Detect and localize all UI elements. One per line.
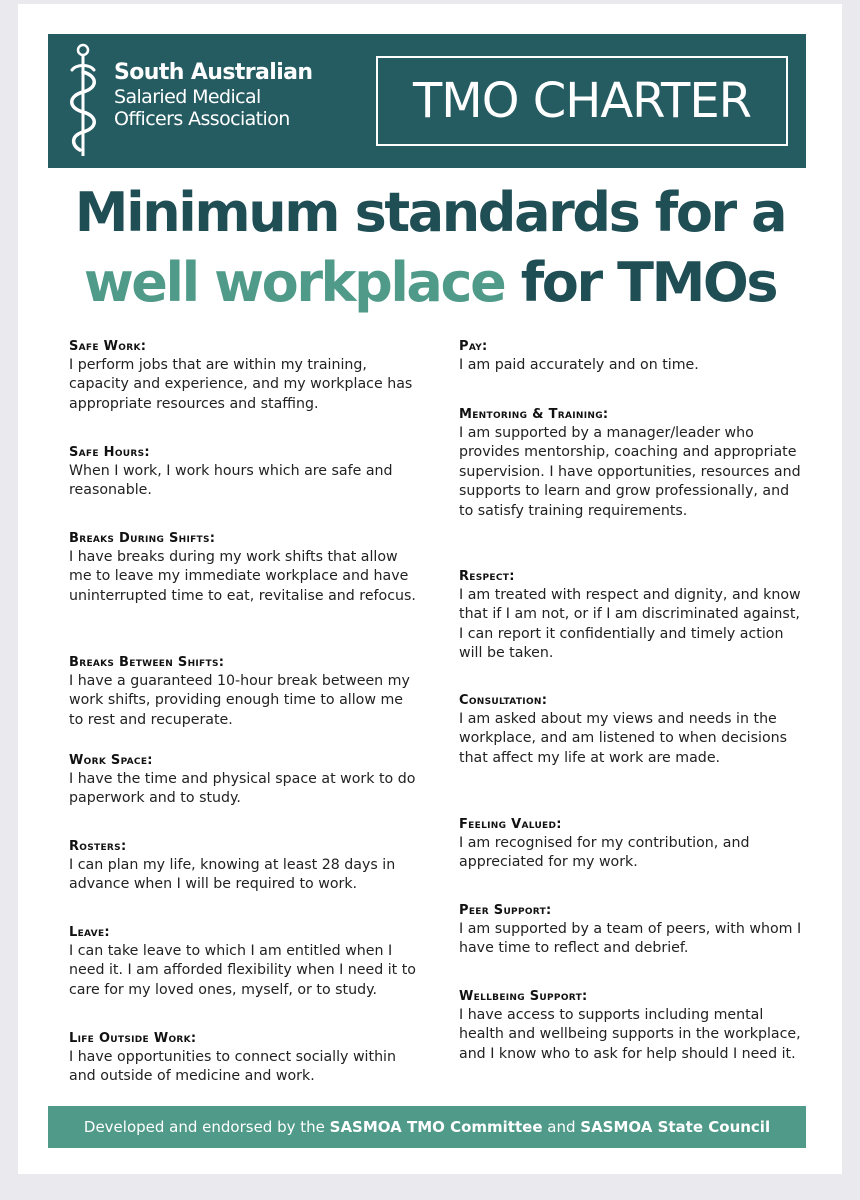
section-title: Life Outside Work: [69, 1031, 197, 1046]
section-body: I am supported by a team of peers, with whom I have time to reflect and debrief. [459, 921, 802, 957]
footer-banner [48, 1106, 806, 1148]
section-work-space [69, 752, 417, 809]
org-name-line2: Salaried Medical [114, 86, 261, 108]
section-body: I have the time and physical space at work to do paperwork and to study. [69, 771, 416, 807]
section-title: Mentoring & Training: [459, 407, 609, 422]
section-title: Work Space: [69, 753, 153, 768]
section-life-outside-work [69, 1030, 417, 1087]
header-banner [48, 34, 806, 168]
footer-prefix: Developed and endorsed by the [83, 1118, 330, 1136]
section-body: I am treated with respect and dignity, and know that if I am not, or if I am discriminated against, I can report it confidentially and timely action will be taken. [459, 587, 801, 662]
footer-committee: SASMOA TMO Committee [329, 1118, 543, 1136]
section-body: When I work, I work hours which are safe and reasonable. [69, 463, 393, 499]
caduceus-snake-icon [66, 42, 100, 160]
section-title: Pay: [459, 339, 488, 354]
section-body: I perform jobs that are within my training, capacity and experience, and my workplace has appropriate resources and staffing. [69, 357, 413, 412]
footer-and: and [542, 1118, 581, 1136]
section-consultation [459, 692, 807, 768]
charter-page [18, 4, 842, 1174]
org-name [114, 60, 312, 130]
section-body: I am recognised for my contribution, and appreciated for my work. [459, 835, 750, 871]
section-body: I can plan my life, knowing at least 28 days in advance when I will be required to work. [69, 857, 396, 893]
headline-rest: for TMOs [520, 251, 777, 314]
headline-accent: well workplace [83, 251, 505, 314]
charter-title: TMO CHARTER [412, 73, 752, 129]
section-title: Feeling Valued: [459, 817, 562, 832]
section-peer-support [459, 902, 807, 959]
section-title: Breaks Between Shifts: [69, 655, 225, 670]
section-body: I am paid accurately and on time. [459, 357, 699, 373]
section-body: I have a guaranteed 10-hour break between my work shifts, providing enough time to allow me to rest and recuperate. [69, 673, 410, 728]
section-body: I have opportunities to connect socially within and outside of medicine and work. [69, 1049, 396, 1085]
section-body: I am asked about my views and needs in the workplace, and am listened to when decisions that affect my life at work are made. [459, 711, 788, 766]
section-respect [459, 568, 807, 664]
section-leave [69, 924, 417, 1000]
section-rosters [69, 838, 417, 895]
page-headline [18, 178, 842, 318]
section-title: Peer Support: [459, 903, 552, 918]
org-name-line1: South Australian [114, 60, 313, 85]
charter-title-box [376, 56, 788, 146]
section-title: Breaks During Shifts: [69, 531, 216, 546]
section-title: Rosters: [69, 839, 127, 854]
footer-council: SASMOA State Council [580, 1118, 771, 1136]
section-title: Safe Hours: [69, 445, 150, 460]
section-body: I am supported by a manager/leader who provides mentorship, coaching and appropriate supervision. I have opportunities, resources and supports to learn and grow professionally, and to satisfy training requirements. [459, 425, 801, 519]
section-body: I have breaks during my work shifts that allow me to leave my immediate workplace and have uninterrupted time to eat, revitalise and refocus. [69, 549, 416, 604]
section-breaks-during-shifts [69, 530, 417, 606]
headline-line1: Minimum standards for a [74, 181, 786, 244]
section-title: Leave: [69, 925, 110, 940]
section-pay [459, 338, 807, 375]
section-safe-hours [69, 444, 417, 501]
section-feeling-valued [459, 816, 807, 873]
section-title: Consultation: [459, 693, 548, 708]
section-wellbeing-support [459, 988, 807, 1064]
section-breaks-between-shifts [69, 654, 417, 730]
section-title: Respect: [459, 569, 515, 584]
section-title: Safe Work: [69, 339, 147, 354]
section-body: I can take leave to which I am entitled when I need it. I am afforded flexibility when I need it to care for my loved ones, myself, or to study. [69, 943, 416, 998]
section-body: I have access to supports including mental health and wellbeing supports in the workplace, and I know who to ask for help should I need it. [459, 1007, 801, 1062]
headline-line2 [18, 248, 842, 318]
section-title: Wellbeing Support: [459, 989, 588, 1004]
org-name-line3: Officers Association [114, 108, 290, 130]
section-safe-work [69, 338, 417, 414]
section-mentoring-training [459, 406, 807, 521]
